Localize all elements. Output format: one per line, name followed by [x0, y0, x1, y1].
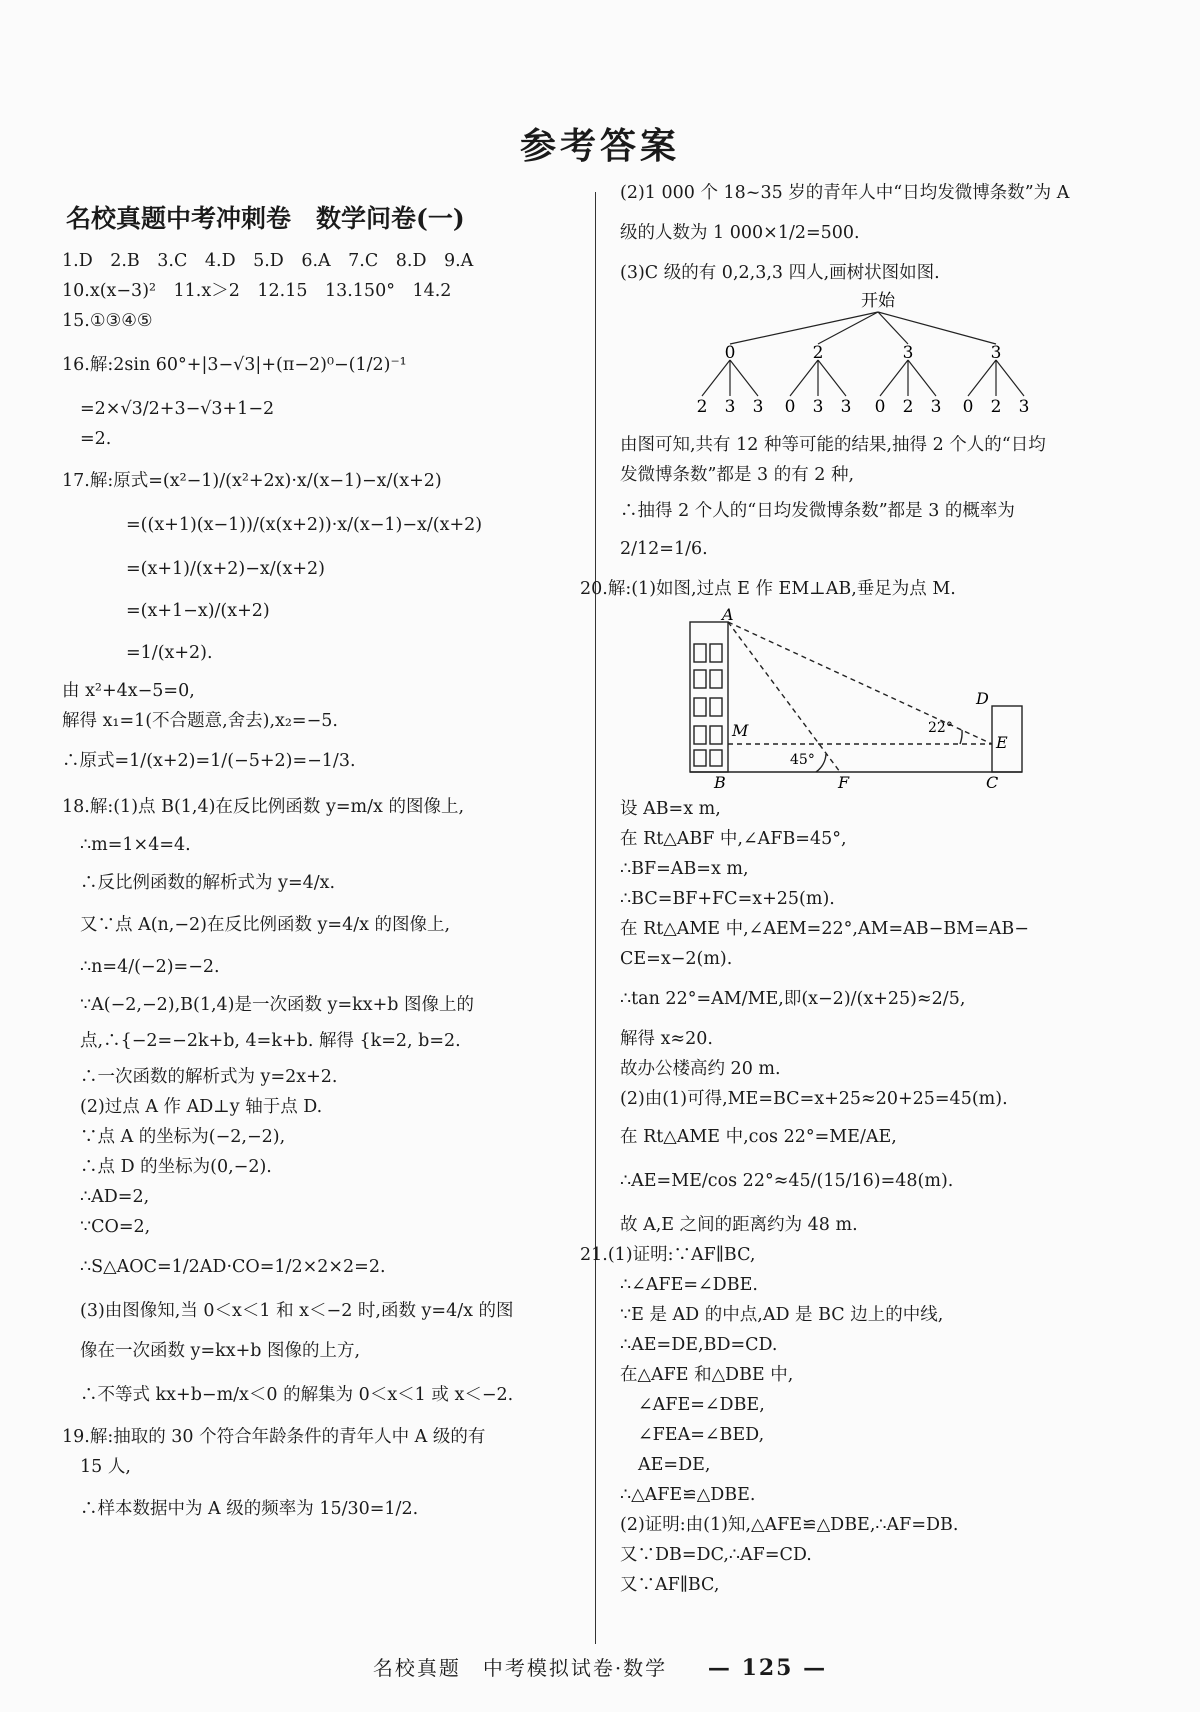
- label-c: C: [986, 773, 999, 788]
- label-d: D: [976, 689, 989, 708]
- answer-line: (2)1 000 个 18~35 岁的青年人中“日均发微博条数”为 A: [620, 183, 1070, 203]
- tree-leaf: 0: [874, 397, 886, 417]
- answer-line: 18.解:(1)点 B(1,4)在反比例函数 y=m/x 的图像上,: [62, 797, 465, 817]
- tree-leaf: 2: [902, 397, 914, 417]
- answer-line: (2)证明:由(1)知,△AFE≌△DBE,∴AF=DB.: [620, 1515, 959, 1535]
- answer-line: =(x+1)/(x+2)−x/(x+2): [126, 559, 325, 579]
- answer-line: ∴抽得 2 个人的“日均发微博条数”都是 3 的概率为: [620, 501, 1015, 521]
- tree-node: 3: [990, 343, 1002, 363]
- answer-line: 在 Rt△ABF 中,∠AFB=45°,: [620, 829, 847, 849]
- geometry-figure: [660, 608, 1090, 788]
- page-number: — 125 —: [707, 1655, 828, 1681]
- answer-line: ∴∠AFE=∠DBE.: [620, 1275, 758, 1295]
- answer-line: 17.解:原式=(x²−1)/(x²+2x)·x/(x−1)−x/(x+2): [62, 471, 442, 491]
- answer-line: (3)由图像知,当 0＜x＜1 和 x＜−2 时,函数 y=4/x 的图: [80, 1301, 514, 1321]
- answer-line: ∴反比例函数的解析式为 y=4/x.: [80, 873, 336, 893]
- tree-leaf: 2: [696, 397, 708, 417]
- answer-line: 又∵AF∥BC,: [620, 1575, 720, 1595]
- answer-line: ∴BC=BF+FC=x+25(m).: [620, 889, 835, 909]
- answer-line: 在 Rt△AME 中,cos 22°=ME/AE,: [620, 1127, 897, 1147]
- answer-line: 10.x(x−3)² 11.x＞2 12.15 13.150° 14.2: [62, 281, 452, 301]
- answer-line: 1.D 2.B 3.C 4.D 5.D 6.A 7.C 8.D 9.A: [62, 251, 474, 271]
- answer-line: =1/(x+2).: [126, 643, 213, 663]
- answer-line: 在 Rt△AME 中,∠AEM=22°,AM=AB−BM=AB−: [620, 919, 1029, 939]
- column-divider: [595, 192, 596, 1644]
- tree-node: 3: [902, 343, 914, 363]
- label-e: E: [996, 733, 1008, 752]
- page-title: 参考答案: [519, 125, 680, 167]
- answer-line: 点,∴{−2=−2k+b, 4=k+b. 解得 {k=2, b=2.: [80, 1031, 461, 1051]
- answer-line: ∴n=4/(−2)=−2.: [80, 957, 220, 977]
- tree-node: 2: [812, 343, 824, 363]
- answer-line: 设 AB=x m,: [620, 799, 721, 819]
- answer-line: ∴BF=AB=x m,: [620, 859, 749, 879]
- left-column: [62, 200, 587, 1524]
- answer-line: 又∵DB=DC,∴AF=CD.: [620, 1545, 812, 1565]
- building-windows: [694, 644, 722, 766]
- answer-line: 发微博条数”都是 3 的有 2 种,: [620, 465, 855, 485]
- answer-line: ∴不等式 kx+b−m/x＜0 的解集为 0＜x＜1 或 x＜−2.: [80, 1385, 514, 1405]
- answer-line: 在△AFE 和△DBE 中,: [620, 1365, 794, 1385]
- answer-line: ∵A(−2,−2),B(1,4)是一次函数 y=kx+b 图像上的: [80, 995, 475, 1015]
- label-m: M: [732, 721, 749, 740]
- tree-leaf: 3: [724, 397, 736, 417]
- tree-root: 开始: [861, 291, 895, 311]
- answer-line: ∠FEA=∠BED,: [638, 1425, 765, 1445]
- tree-leaf: 0: [962, 397, 974, 417]
- answer-line: ∴样本数据中为 A 级的频率为 15/30=1/2.: [80, 1499, 419, 1519]
- tree-leaf: 2: [990, 397, 1002, 417]
- answer-line: 像在一次函数 y=kx+b 图像的上方,: [80, 1341, 361, 1361]
- angle-arc-22: [960, 730, 962, 744]
- answer-line: 15 人,: [80, 1457, 131, 1477]
- answer-line: 由图可知,共有 12 种等可能的结果,抽得 2 个人的“日均: [620, 435, 1046, 455]
- answer-line: ∠AFE=∠DBE,: [638, 1395, 765, 1415]
- label-b: B: [714, 773, 726, 788]
- answer-line: ∴S△AOC=1/2AD·CO=1/2×2×2=2.: [80, 1257, 386, 1277]
- answer-line: 又∵点 A(n,−2)在反比例函数 y=4/x 的图像上,: [80, 915, 451, 935]
- angle-45-label: 45°: [790, 752, 815, 768]
- angle-22-label: 22°: [928, 720, 953, 736]
- sight-line-af: [728, 622, 840, 772]
- footer-text: 名校真题 中考模拟试卷·数学: [372, 1656, 668, 1680]
- answer-line: =2×√3/2+3−√3+1−2: [80, 399, 275, 419]
- answer-line: ∴AE=DE,BD=CD.: [620, 1335, 778, 1355]
- angle-arc-45: [816, 754, 826, 772]
- answer-line: AE=DE,: [638, 1455, 711, 1475]
- tree-leaf: 3: [930, 397, 942, 417]
- answer-line: =(x+1−x)/(x+2): [126, 601, 270, 621]
- label-f: F: [838, 773, 850, 788]
- answer-line: ∵E 是 AD 的中点,AD 是 BC 边上的中线,: [620, 1305, 944, 1325]
- answer-line: ∵点 A 的坐标为(−2,−2),: [80, 1127, 286, 1147]
- page-footer: [0, 1652, 1200, 1681]
- section-title: 名校真题中考冲刺卷 数学问卷(一): [66, 204, 465, 233]
- answer-line: 19.解:抽取的 30 个符合年龄条件的青年人中 A 级的有: [62, 1427, 486, 1447]
- answer-line: ∴tan 22°=AM/ME,即(x−2)/(x+25)≈2/5,: [620, 989, 966, 1009]
- answer-line: =((x+1)(x−1))/(x(x+2))·x/(x−1)−x/(x+2): [126, 515, 483, 535]
- answer-line: =2.: [80, 429, 112, 449]
- answer-line: CE=x−2(m).: [620, 949, 733, 969]
- answer-line: ∴原式=1/(x+2)=1/(−5+2)=−1/3.: [62, 751, 356, 771]
- answer-line: ∴点 D 的坐标为(0,−2).: [80, 1157, 272, 1177]
- answer-line: ∴AD=2,: [80, 1187, 150, 1207]
- answer-line: (3)C 级的有 0,2,3,3 四人,画树状图如图.: [620, 263, 940, 283]
- tree-leaf: 3: [812, 397, 824, 417]
- answer-line: 解得 x₁=1(不合题意,舍去),x₂=−5.: [62, 711, 338, 731]
- answer-line: 故办公楼高约 20 m.: [620, 1059, 781, 1079]
- tree-diagram: [620, 286, 1140, 446]
- answer-line: 解得 x≈20.: [620, 1029, 713, 1049]
- answer-line: 16.解:2sin 60°+|3−√3|+(π−2)⁰−(1/2)⁻¹: [62, 355, 407, 375]
- answer-line: (2)过点 A 作 AD⊥y 轴于点 D.: [80, 1097, 323, 1117]
- answer-line: 20.解:(1)如图,过点 E 作 EM⊥AB,垂足为点 M.: [580, 579, 956, 599]
- answer-line: 15.①③④⑤: [62, 311, 153, 331]
- answer-line: ∴△AFE≌△DBE.: [620, 1485, 756, 1505]
- answer-line: (2)由(1)可得,ME=BC=x+25≈20+25=45(m).: [620, 1089, 1008, 1109]
- answer-line: 级的人数为 1 000×1/2=500.: [620, 223, 860, 243]
- tree-leaf: 3: [840, 397, 852, 417]
- tree-leaf: 3: [1018, 397, 1030, 417]
- answer-line: ∴AE=ME/cos 22°≈45/(15/16)=48(m).: [620, 1171, 954, 1191]
- answer-line: ∵CO=2,: [80, 1217, 151, 1237]
- answer-line: ∴一次函数的解析式为 y=2x+2.: [80, 1067, 338, 1087]
- right-column: [580, 178, 1140, 1600]
- answer-line: 2/12=1/6.: [620, 539, 708, 559]
- answer-line: ∴m=1×4=4.: [80, 835, 191, 855]
- tree-leaf: 3: [752, 397, 764, 417]
- answer-line: 由 x²+4x−5=0,: [62, 681, 195, 701]
- answer-line: 21.(1)证明:∵AF∥BC,: [580, 1245, 756, 1265]
- tree-leaf: 0: [784, 397, 796, 417]
- tree-node: 0: [724, 343, 736, 363]
- label-a: A: [722, 608, 734, 624]
- answer-line: 故 A,E 之间的距离约为 48 m.: [620, 1215, 858, 1235]
- tree-edges: [702, 312, 1024, 396]
